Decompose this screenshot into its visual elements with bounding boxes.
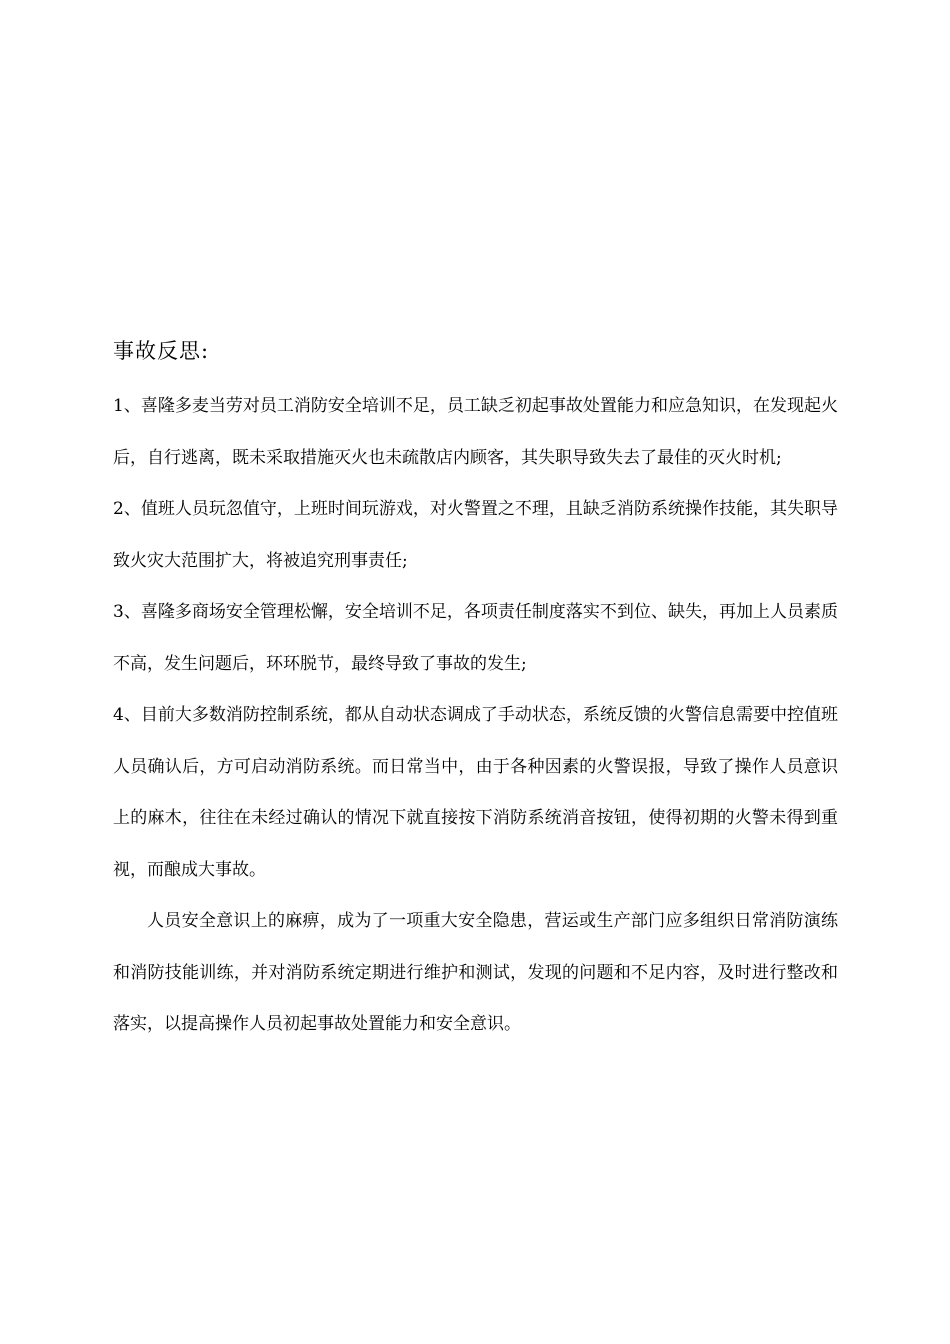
conclusion-paragraph: 人员安全意识上的麻痹，成为了一项重大安全隐患，营运或生产部门应多组织日常消防演练和消防技能训练，并对消防系统定期进行维护和测试，发现的问题和不足内容，及时进行整改和落实，以提高操作人员初起事故处置能力和安全意识。 xyxy=(113,911,838,1034)
reflection-item-3: 3、喜隆多商场安全管理松懈，安全培训不足，各项责任制度落实不到位、缺失，再加上人员素质不高，发生问题后，环环脱节，最终导致了事故的发生; xyxy=(113,602,838,674)
reflection-item-2: 2、值班人员玩忽值守，上班时间玩游戏，对火警置之不理，且缺乏消防系统操作技能，其失职导致火灾大范围扩大，将被追究刑事责任; xyxy=(113,499,838,571)
reflection-item-4: 4、目前大多数消防控制系统，都从自动状态调成了手动状态，系统反馈的火警信息需要中控值班人员确认后，方可启动消防系统。而日常当中，由于各种因素的火警误报，导致了操作人员意识上的麻木，往往在未经过确认的情况下就直接按下消防系统消音按钮，使得初期的火警未得到重视，而酿成大事故。 xyxy=(113,705,838,880)
document-body xyxy=(113,333,838,1051)
reflection-item-1: 1、喜隆多麦当劳对员工消防安全培训不足，员工缺乏初起事故处置能力和应急知识，在发现起火后，自行逃离，既未采取措施灭火也未疏散店内顾客，其失职导致失去了最佳的灭火时机; xyxy=(113,396,838,468)
section-heading: 事故反思: xyxy=(113,339,210,363)
